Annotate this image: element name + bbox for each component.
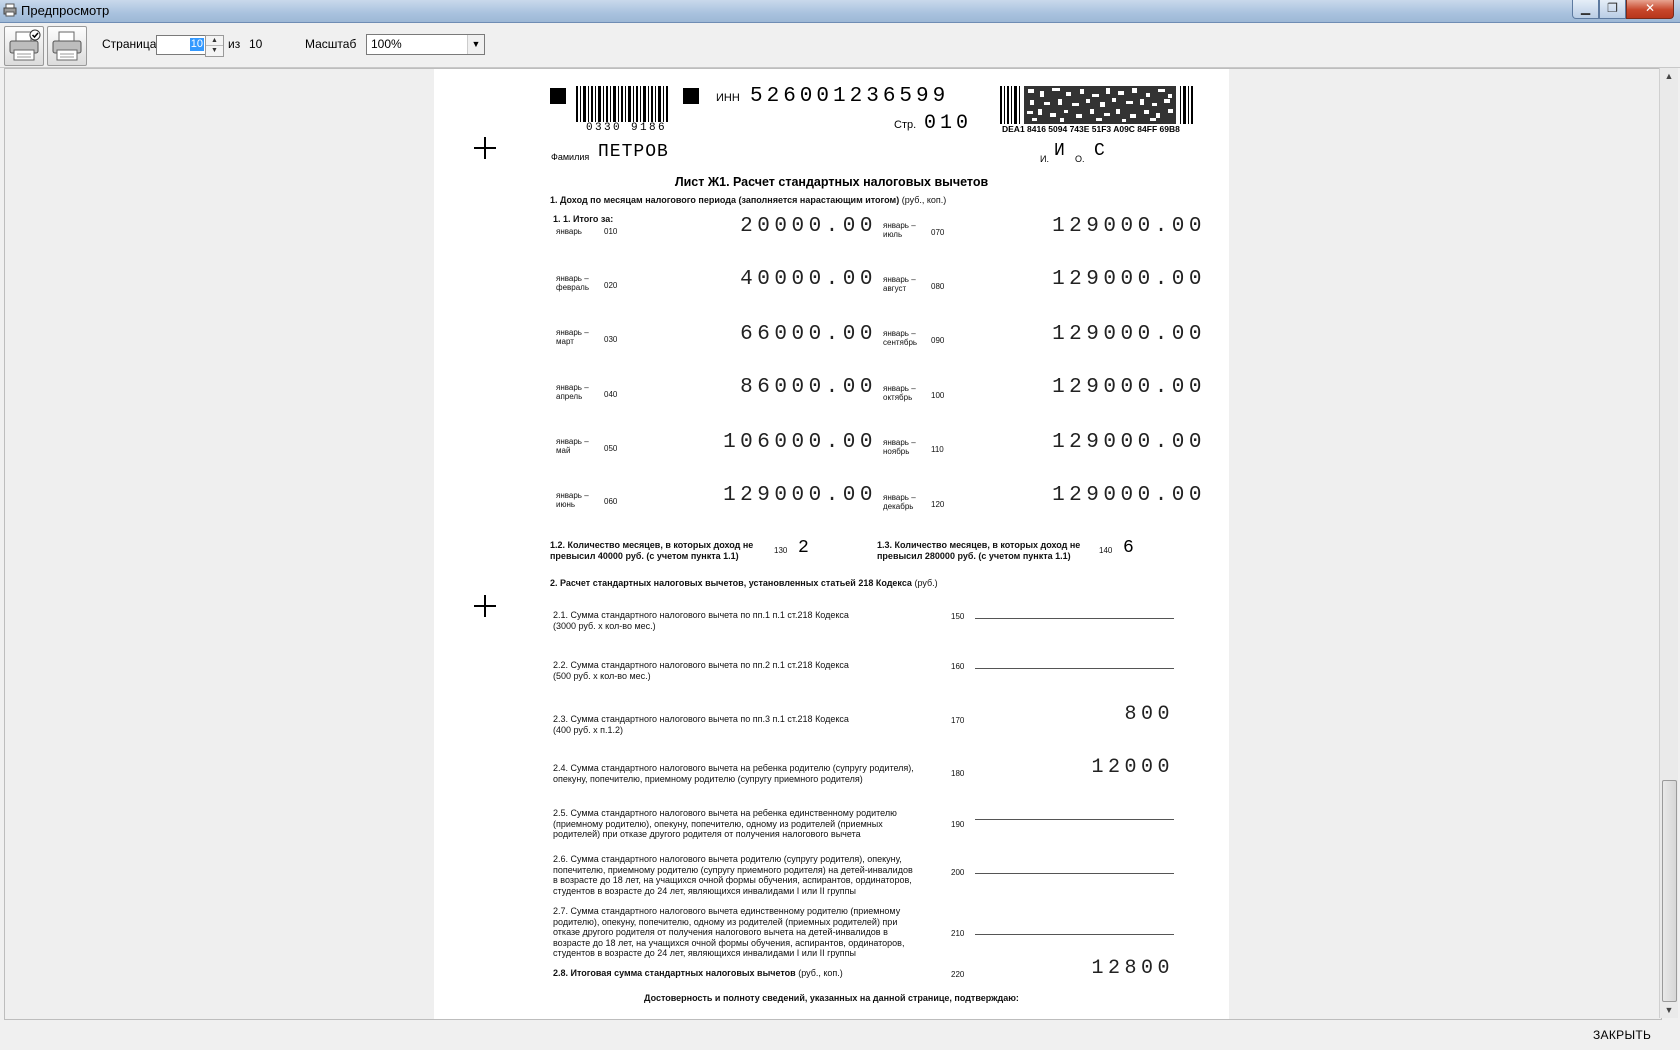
line-code: 060 (604, 497, 618, 506)
income-value: 129000.00 (1052, 484, 1206, 507)
line-code: 090 (931, 336, 945, 345)
month-label-line2: апрель (556, 392, 583, 401)
total-deduction-label-text: 2.8. Итоговая сумма стандартных налоговых вычетов (553, 968, 796, 978)
section2-unit: (руб.) (914, 578, 938, 588)
deduction-line: студентов в возрасте до 24 лет, являющихся инвалидами I или II группы (553, 948, 857, 958)
section1-heading-text: 1. Доход по месяцам налогового периода (заполняется нарастающим итогом) (550, 195, 900, 205)
month-label-line1: январь – (883, 438, 916, 447)
line-code: 170 (951, 716, 965, 725)
scroll-down-icon[interactable]: ▼ (1664, 1005, 1674, 1015)
month-label-line2: август (883, 284, 907, 293)
deduction-line: отказе другого родителя от получения налогового вычета на детей-инвалидов в (553, 927, 888, 937)
deduction-line: (500 руб. х кол-во мес.) (553, 670, 651, 681)
month-label (556, 227, 582, 236)
page-number-input[interactable] (156, 35, 206, 55)
section2-heading (550, 578, 938, 588)
close-window-button[interactable]: ✕ (1626, 0, 1674, 19)
month-label-line2: май (556, 446, 571, 455)
income-value: 20000.00 (740, 215, 877, 238)
income-value: 129000.00 (1052, 376, 1206, 399)
month-label (556, 274, 589, 292)
month-label-line1: январь – (556, 491, 589, 500)
title-bar (0, 0, 1680, 23)
print-with-setup-button[interactable] (4, 26, 44, 66)
barcode-number: 0330 9186 (586, 122, 668, 134)
page-total: 10 (249, 37, 263, 51)
deduction-line: 2.2. Сумма стандартного налогового вычета по пп.2 п.1 ст.218 Кодекса (553, 660, 849, 670)
bottom-bar (0, 1020, 1680, 1050)
initial-i-value: И (1054, 141, 1065, 161)
datamatrix-code: DEA1 8416 5094 743E 51F3 A09C 84FF 69B8 (1002, 124, 1180, 134)
line-code: 190 (951, 820, 965, 829)
deduction-line: 2.1. Сумма стандартного налогового вычета по пп.1 п.1 ст.218 Кодекса (553, 610, 849, 620)
month-label-line2: февраль (556, 283, 590, 292)
month-label (883, 275, 916, 293)
page-label: Страница (102, 37, 157, 51)
deduction-line: опекуну, попечителю, приемному родителю (супругу приемного родителя) (553, 773, 863, 784)
deduction-line: попечителю, приемному родителю (супругу приемного родителя) на детей-инвалидов (553, 864, 913, 875)
month-label-line2: июнь (556, 500, 576, 509)
line-code: 160 (951, 662, 965, 671)
deduction-line: 2.3. Сумма стандартного налогового вычета по пп.3 п.1 ст.218 Кодекса (553, 714, 849, 724)
month-label-line2: октябрь (883, 393, 913, 402)
income-value: 86000.00 (740, 376, 877, 399)
initial-i-label: И. (1040, 154, 1049, 164)
total-deduction-value: 12800 (1091, 957, 1174, 980)
months-under-280000-label (877, 540, 1080, 562)
month-label-line1: январь – (556, 383, 589, 392)
line-code: 020 (604, 281, 618, 290)
line-code: 180 (951, 769, 965, 778)
preview-area (4, 68, 1662, 1020)
month-label (883, 384, 916, 402)
month-label-line2: декабрь (883, 502, 914, 511)
deduction-line: (3000 руб. х кол-во мес.) (553, 620, 656, 631)
deduction-line: родителю), опекуну, попечителю, одному из родителей (приемных родителей) при (553, 916, 898, 927)
zoom-label: Масштаб (305, 37, 357, 51)
initial-o-label: О. (1075, 154, 1085, 164)
line-code: 030 (604, 335, 618, 344)
month-label-line1: январь – (883, 275, 916, 284)
deduction-description (553, 808, 897, 840)
month-label-line2: сентябрь (883, 338, 918, 347)
deduction-line: 2.6. Сумма стандартного налогового вычета родителю (супругу родителя), опекуну, (553, 854, 902, 864)
page-spinner[interactable] (205, 35, 224, 57)
month-label (556, 328, 589, 346)
deduction-line: студентов в возрасте до 24 лет, являющихся инвалидами I или II группы (553, 885, 857, 896)
income-value: 40000.00 (740, 268, 877, 291)
spin-up-icon[interactable]: ▲ (206, 36, 223, 46)
page-number-value: 10 (190, 38, 203, 50)
form-page (434, 69, 1229, 1019)
surname-label: Фамилия (551, 152, 590, 162)
sheet-title: Лист Ж1. Расчет стандартных налоговых вычетов (674, 175, 989, 189)
months-under-40000-label (550, 540, 753, 562)
deduction-value: 800 (1124, 703, 1174, 726)
deduction-line: в возрасте до 18 лет, на учащихся очной формы обучения, аспирантов, ординаторов, (553, 875, 912, 885)
month-label (556, 383, 589, 401)
corner-marker (683, 88, 699, 104)
surname-value: ПЕТРОВ (598, 142, 669, 162)
empty-value-line (975, 618, 1174, 619)
line-code: 040 (604, 390, 618, 399)
initial-o-value: С (1094, 141, 1105, 161)
months-under-280000-value: 6 (1123, 538, 1134, 558)
deduction-line: (400 руб. х п.1.2) (553, 724, 624, 735)
month-label-line1: январь – (556, 274, 589, 283)
line-code: 100 (931, 391, 945, 400)
line-code: 110 (931, 445, 944, 454)
crosshair-marker (474, 137, 496, 159)
line-code: 210 (951, 929, 965, 938)
crosshair-marker (474, 595, 496, 617)
zoom-select[interactable] (366, 34, 485, 55)
zoom-value: 100% (371, 37, 402, 51)
inn-value: 526001236599 (750, 85, 950, 108)
deduction-description (553, 610, 849, 631)
page-no-value: 010 (924, 112, 973, 135)
corner-marker (550, 88, 566, 104)
window-title: Предпросмотр (21, 3, 110, 18)
toolbar (0, 23, 1680, 68)
month-label-line2: ноябрь (883, 447, 910, 456)
scroll-up-icon[interactable]: ▲ (1664, 71, 1674, 81)
line-code: 140 (1099, 546, 1113, 555)
income-value: 129000.00 (1052, 215, 1206, 238)
income-value: 129000.00 (1052, 268, 1206, 291)
printer-app-icon (3, 3, 17, 17)
line-code: 120 (931, 500, 945, 509)
datamatrix-barcode (1000, 86, 1193, 124)
section2-heading-text: 2. Расчет стандартных налоговых вычетов, установленных статьей 218 Кодекса (550, 578, 912, 588)
printer-settings-icon (5, 27, 43, 65)
income-value: 129000.00 (723, 484, 877, 507)
month-label-line1: январь – (883, 329, 916, 338)
line-code: 050 (604, 444, 618, 453)
income-value: 129000.00 (1052, 323, 1206, 346)
inn-label: ИНН (716, 92, 740, 104)
line-code: 220 (951, 970, 965, 979)
empty-value-line (975, 934, 1174, 935)
total-deduction-unit: (руб., коп.) (798, 968, 843, 978)
spin-down-icon[interactable]: ▼ (211, 47, 218, 54)
vertical-scrollbar[interactable] (1659, 68, 1678, 1018)
empty-value-line (975, 819, 1174, 820)
line-code: 080 (931, 282, 945, 291)
print-button[interactable] (47, 26, 87, 66)
deduction-line: 2.5. Сумма стандартного налогового вычета на ребенка единственному родителю (553, 808, 897, 818)
month-label-line1: январь – (883, 493, 916, 502)
linear-barcode (576, 86, 670, 122)
deduction-description (553, 660, 849, 681)
maximize-button[interactable]: ❐ (1599, 0, 1626, 19)
months-under-40000-value: 2 (798, 538, 809, 558)
minimize-button[interactable]: ▁ (1572, 0, 1599, 19)
confirmation-text: Достоверность и полноту сведений, указанных на данной странице, подтверждаю: (644, 993, 1019, 1003)
empty-value-line (975, 873, 1174, 874)
month-label (883, 329, 917, 347)
deduction-description (553, 714, 849, 735)
close-preview-button[interactable]: ЗАКРЫТЬ (1593, 1028, 1652, 1042)
line-code: 150 (951, 612, 965, 621)
month-label-line1: январь – (556, 328, 589, 337)
chevron-down-icon[interactable]: ▼ (467, 35, 484, 54)
month-label-line1: январь (556, 227, 582, 236)
month-label (883, 438, 916, 456)
deduction-description (553, 906, 904, 960)
month-label (556, 491, 589, 509)
income-value: 129000.00 (1052, 431, 1206, 454)
deduction-description (553, 854, 913, 896)
scroll-thumb[interactable] (1662, 780, 1677, 1002)
of-label: из (228, 37, 241, 51)
month-label-line1: январь – (556, 437, 589, 446)
income-value: 106000.00 (723, 431, 877, 454)
months-under-280000-label-line2: превысил 280000 руб. (с учетом пункта 1.1) (877, 551, 1071, 561)
month-label-line2: март (556, 337, 574, 346)
section11-heading: 1. 1. Итого за: (553, 214, 614, 224)
line-code: 130 (774, 546, 788, 555)
months-under-40000-label-line1: 1.2. Количество месяцев, в которых доход не (550, 540, 754, 550)
deduction-value: 12000 (1091, 756, 1174, 779)
line-code: 010 (604, 227, 618, 236)
month-label (883, 221, 916, 239)
deduction-description (553, 763, 914, 784)
deduction-line: 2.4. Сумма стандартного налогового вычета на ребенка родителю (супругу родителя), (553, 763, 914, 773)
deduction-line: возрасте до 18 лет, на учащихся очной формы обучения, аспирантов, ординаторов, (553, 937, 905, 948)
month-label-line1: январь – (883, 221, 916, 230)
months-under-40000-label-line2: превысил 40000 руб. (с учетом пункта 1.1) (550, 551, 739, 561)
line-code: 070 (931, 228, 945, 237)
month-label (556, 437, 589, 455)
line-code: 200 (951, 868, 965, 877)
page-no-label: Стр. (894, 119, 917, 131)
income-value: 66000.00 (740, 323, 877, 346)
deduction-line: (приемному родителю), опекуну, попечителю, одному из родителей (приемных (553, 818, 883, 829)
month-label (883, 493, 916, 511)
month-label-line2: июль (883, 230, 903, 239)
deduction-line: 2.7. Сумма стандартного налогового вычета единственному родителю (приемному (553, 906, 901, 916)
section1-heading (550, 195, 946, 205)
deduction-line: родителей) при отказе другого родителя от получения налогового вычета (553, 829, 861, 839)
month-label-line1: январь – (883, 384, 916, 393)
printer-icon (48, 27, 86, 65)
section1-unit: (руб., коп.) (901, 195, 947, 205)
months-under-280000-label-line1: 1.3. Количество месяцев, в которых доход не (877, 540, 1081, 550)
total-deduction-label (553, 968, 843, 978)
empty-value-line (975, 668, 1174, 669)
